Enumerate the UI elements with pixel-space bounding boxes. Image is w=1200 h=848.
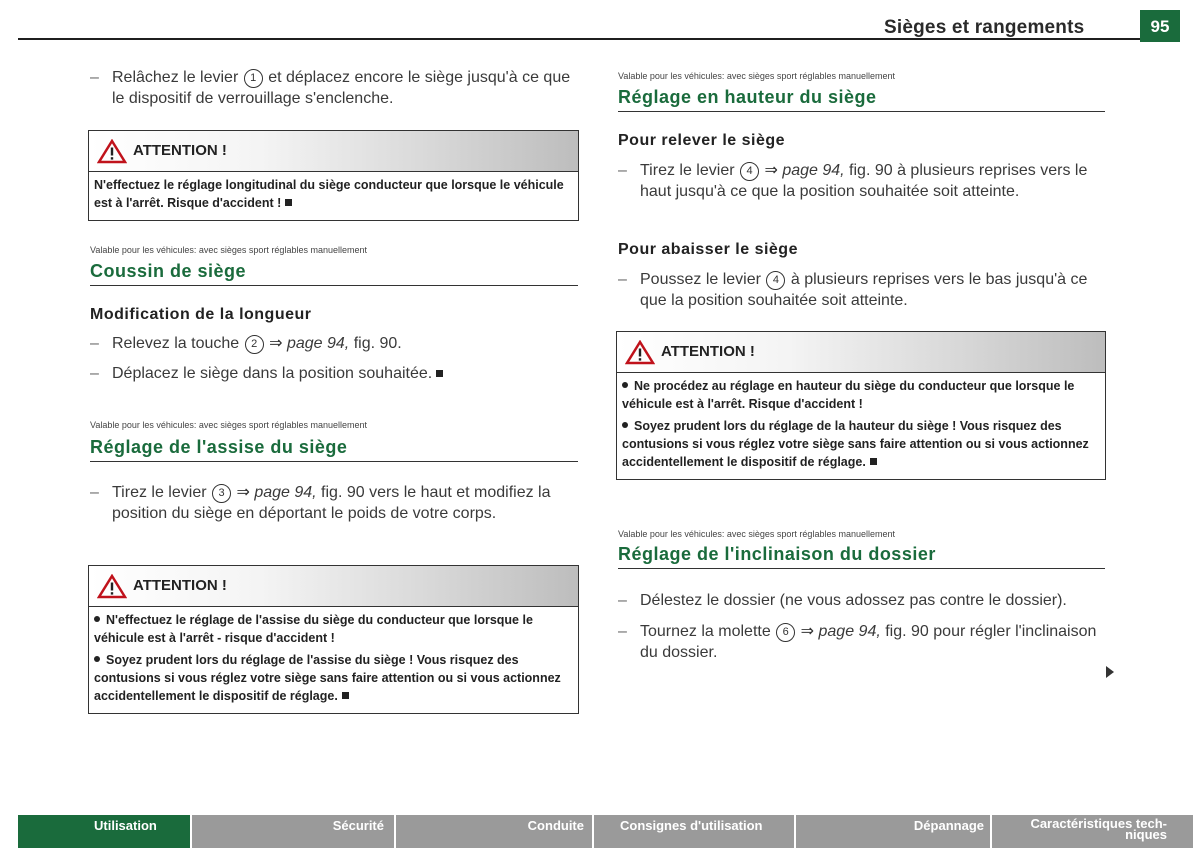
warning-text: N'effectuez le réglage longitudinal du siège conducteur que lorsque le véhicule est à l'arrêt. Risque d'accident ! [94, 178, 564, 210]
page-reference-link[interactable]: page 94, [286, 335, 350, 352]
step-item [90, 67, 578, 109]
step-item [90, 482, 578, 524]
warning-triangle-icon [625, 340, 655, 365]
warning-body [89, 172, 578, 220]
step-item [618, 160, 1106, 202]
step-text: fig. 90 vers le haut et modifiez la position du siège en déportant le poids de votre corps. [112, 484, 551, 522]
step-text: Tirez le levier [112, 484, 207, 501]
footer-tab-caracteristiques[interactable]: Caractéristiques tech- niques [992, 815, 1193, 848]
callout-number-4: 4 [740, 162, 759, 181]
step-dash: – [618, 623, 627, 640]
step-text: Déplacez le siège dans la position souhaitée. [112, 365, 433, 382]
callout-number-1: 1 [244, 69, 263, 88]
warning-header [617, 332, 1105, 373]
step-list [618, 269, 1106, 311]
warning-triangle-icon [97, 574, 127, 599]
step-list [618, 160, 1106, 202]
page-reference-link[interactable]: page 94, [782, 162, 845, 179]
warning-box-2 [88, 565, 579, 714]
step-dash: – [618, 162, 627, 179]
end-square-icon [436, 370, 443, 377]
bullet-icon [622, 422, 628, 428]
section-rule [90, 461, 578, 462]
arrow-ref-icon: ⇒ [269, 335, 283, 352]
warning-label: ATTENTION ! [133, 577, 227, 594]
warning-label: ATTENTION ! [661, 343, 755, 360]
step-text: fig. 90 pour régler l'inclinaison du dossier. [640, 623, 1097, 661]
callout-number-3: 3 [212, 484, 231, 503]
step-text: fig. 90 à plusieurs reprises vers le haut jusqu'à ce que la position souhaitée soit atteinte. [640, 162, 1088, 200]
step-text: Relâchez le levier [112, 69, 239, 86]
warning-text: N'effectuez le réglage de l'assise du siège du conducteur que lorsque le véhicule est à l'arrêt - risque d'accident ! [94, 613, 533, 645]
step-text: Tournez la molette [640, 623, 771, 640]
step-item [90, 333, 578, 354]
warning-text: Ne procédez au réglage en hauteur du siège du conducteur que lorsque le véhicule est à l'arrêt. Risque d'accident ! [622, 379, 1075, 411]
step-list [90, 482, 578, 524]
section-rule [618, 111, 1105, 112]
arrow-ref-icon: ⇒ [764, 162, 778, 179]
step-list [90, 333, 578, 384]
section-title: Coussin de siège [90, 261, 247, 281]
page-reference-link[interactable]: page 94, [254, 484, 317, 501]
warning-body [617, 373, 1105, 479]
arrow-ref-icon: ⇒ [236, 484, 250, 501]
footer-tab-consignes[interactable]: Consignes d'utilisation [594, 815, 794, 848]
step-text: fig. 90. [353, 335, 402, 352]
step-text: Tirez le levier [640, 162, 735, 179]
end-square-icon [285, 199, 292, 206]
footer-nav [18, 815, 1193, 848]
footer-tab-conduite[interactable]: Conduite [396, 815, 592, 848]
applicability-note: Valable pour les véhicules: avec sièges sport réglables manuellement [618, 71, 895, 81]
warning-header [89, 566, 578, 607]
callout-number-6: 6 [776, 623, 795, 642]
running-header-title: Sièges et rangements [884, 17, 1085, 38]
step-item [618, 621, 1106, 663]
step-text: Délestez le dossier (ne vous adossez pas contre le dossier). [640, 592, 1067, 609]
subsection-title: Pour abaisser le siège [618, 241, 798, 258]
step-dash: – [90, 335, 99, 352]
step-text: et déplacez encore le siège jusqu'à ce que le dispositif de verrouillage s'enclenche. [112, 69, 571, 107]
step-item [618, 590, 1106, 611]
footer-tab-securite[interactable]: Sécurité [192, 815, 394, 848]
callout-number-4: 4 [766, 271, 785, 290]
subsection-title: Modification de la longueur [90, 306, 312, 323]
arrow-ref-icon: ⇒ [800, 623, 815, 640]
footer-tab-depannage[interactable]: Dépannage [796, 815, 990, 848]
step-list [618, 590, 1106, 663]
bullet-icon [622, 382, 628, 388]
warning-body [89, 607, 578, 713]
step-text: Relevez la touche [112, 335, 240, 352]
step-item [90, 363, 578, 384]
bullet-icon [94, 616, 100, 622]
warning-label: ATTENTION ! [133, 142, 227, 159]
section-title: Réglage de l'inclinaison du dossier [618, 544, 936, 564]
subsection-title: Pour relever le siège [618, 132, 786, 149]
section-title: Réglage en hauteur du siège [618, 87, 877, 107]
step-text: à plusieurs reprises vers le bas jusqu'à ce que la position souhaitée soit atteinte. [640, 271, 1088, 309]
step-dash: – [618, 592, 627, 609]
end-square-icon [342, 692, 349, 699]
warning-box-3 [616, 331, 1106, 480]
warning-text: Soyez prudent lors du réglage de l'assise du siège ! Vous risquez des contusions si vous réglez votre siège sans faire attention ou si vous actionnez accidentellement le dispositif de réglage. [94, 653, 561, 703]
warning-triangle-icon [97, 139, 127, 164]
end-square-icon [870, 458, 877, 465]
bullet-icon [94, 656, 100, 662]
warning-box-1 [88, 130, 579, 221]
callout-number-2: 2 [245, 335, 264, 354]
footer-tab-utilisation[interactable]: Utilisation [18, 815, 190, 848]
intro-step [90, 67, 578, 109]
step-dash: – [90, 69, 99, 86]
header-rule [18, 38, 1140, 40]
step-dash: – [618, 271, 627, 288]
applicability-note: Valable pour les véhicules: avec sièges sport réglables manuellement [90, 245, 367, 255]
applicability-note: Valable pour les véhicules: avec sièges sport réglables manuellement [90, 420, 367, 430]
section-title: Réglage de l'assise du siège [90, 437, 348, 457]
step-item [618, 269, 1106, 311]
step-text: Poussez le levier [640, 271, 761, 288]
section-rule [90, 285, 578, 286]
section-rule [618, 568, 1105, 569]
applicability-note: Valable pour les véhicules: avec sièges sport réglables manuellement [618, 529, 895, 539]
warning-text: Soyez prudent lors du réglage de la hauteur du siège ! Vous risquez des contusions si vous réglez votre siège sans faire attention ou si vous actionnez accidentellement le dispositif de réglage. [622, 419, 1089, 469]
continue-arrow-icon [1106, 666, 1114, 678]
step-dash: – [90, 484, 99, 501]
warning-header [89, 131, 578, 172]
step-dash: – [90, 365, 99, 382]
page-number-badge: 95 [1140, 10, 1180, 42]
page-reference-link[interactable]: page 94, [818, 623, 881, 640]
